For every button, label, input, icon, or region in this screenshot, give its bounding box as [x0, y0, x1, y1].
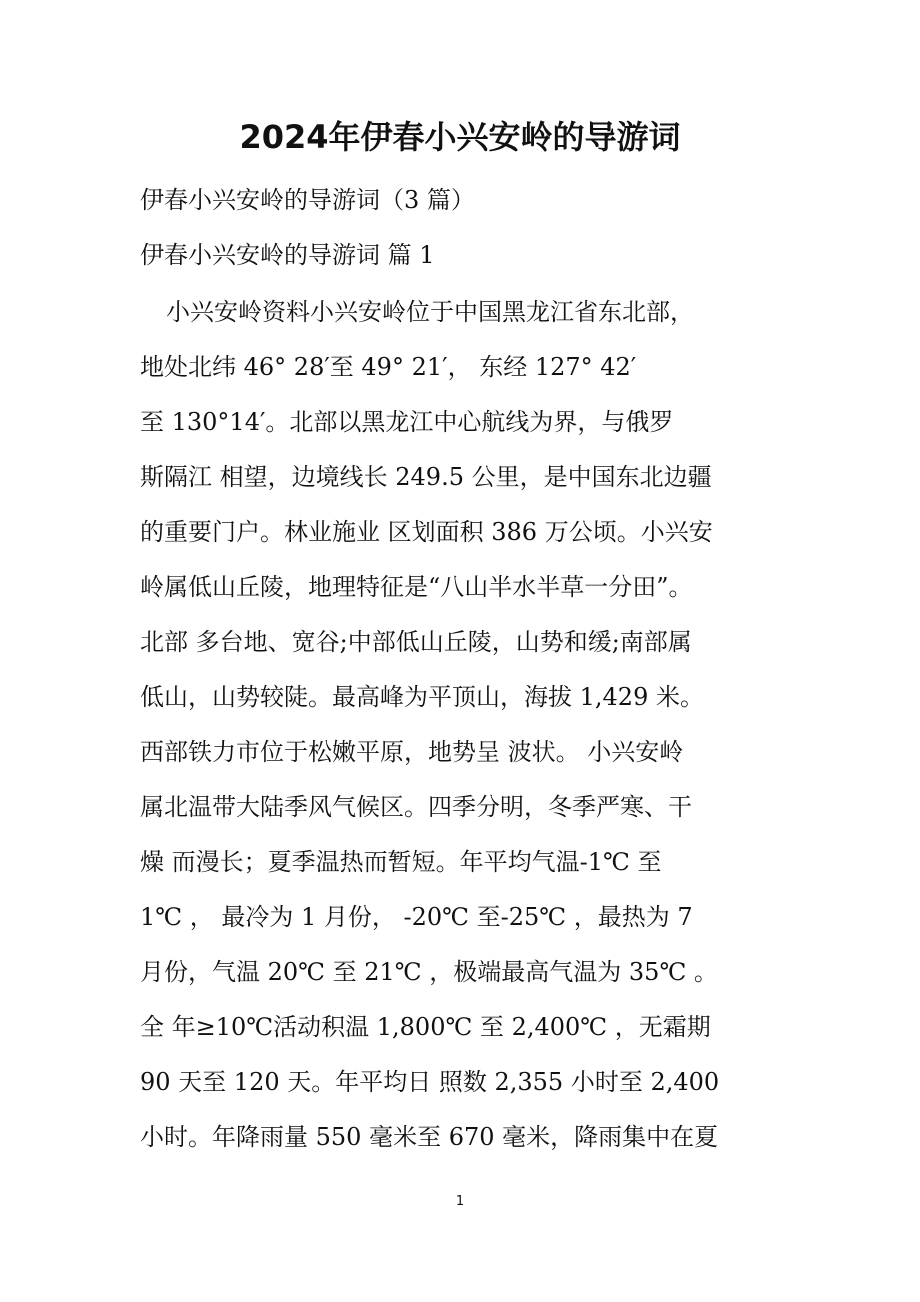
text-line: 90 天至 120 天。年平均日 照数 2,355 小时至 2,400	[140, 1068, 720, 1096]
text-line: 1℃ ， 最冷为 1 月份， -20℃ 至-25℃ ，最热为 7	[140, 903, 693, 931]
text-line: 地处北纬 46° 28′至 49° 21′， 东经 127° 42′	[140, 353, 637, 381]
text-line: 岭属低山丘陵，地理特征是“八山半水半草一分田”。	[140, 573, 693, 601]
text-line: 全 年≥10℃活动积温 1,800℃ 至 2,400℃ ，无霜期	[140, 1013, 711, 1041]
text-line: 斯隔江 相望，边境线长 249.5 公里，是中国东北边疆	[140, 463, 712, 491]
text-line: 低山，山势较陡。最高峰为平顶山，海拔 1,429 米。	[140, 683, 704, 711]
text-line: 西部铁力市位于松嫩平原，地势呈 波状。 小兴安岭	[140, 738, 684, 766]
body-paragraph	[140, 290, 790, 1170]
text-line: 小时。年降雨量 550 毫米至 670 毫米，降雨集中在夏	[140, 1123, 719, 1151]
text-line: 北部 多台地、宽谷;中部低山丘陵，山势和缓;南部属	[140, 628, 692, 656]
document-title: 2024年伊春小兴安岭的导游词	[239, 118, 681, 156]
section-heading: 伊春小兴安岭的导游词 篇 1	[140, 241, 435, 269]
text-line: 月份，气温 20℃ 至 21℃ ，极端最高气温为 35℃ 。	[140, 958, 718, 986]
text-line: 至 130°14′。北部以黑龙江中心航线为界，与俄罗	[140, 408, 674, 436]
text-line: 属北温带大陆季风气候区。四季分明，冬季严寒、干	[140, 793, 692, 821]
text-line: 小兴安岭资料小兴安岭位于中国黑龙江省东北部，	[166, 298, 694, 326]
text-line: 燥 而漫长；夏季温热而暂短。年平均气温-1℃ 至	[140, 848, 662, 876]
document-subtitle: 伊春小兴安岭的导游词（3 篇）	[140, 186, 475, 214]
page-number: 1	[455, 1194, 465, 1209]
text-line: 的重要门户。林业施业 区划面积 386 万公顷。小兴安	[140, 518, 713, 546]
